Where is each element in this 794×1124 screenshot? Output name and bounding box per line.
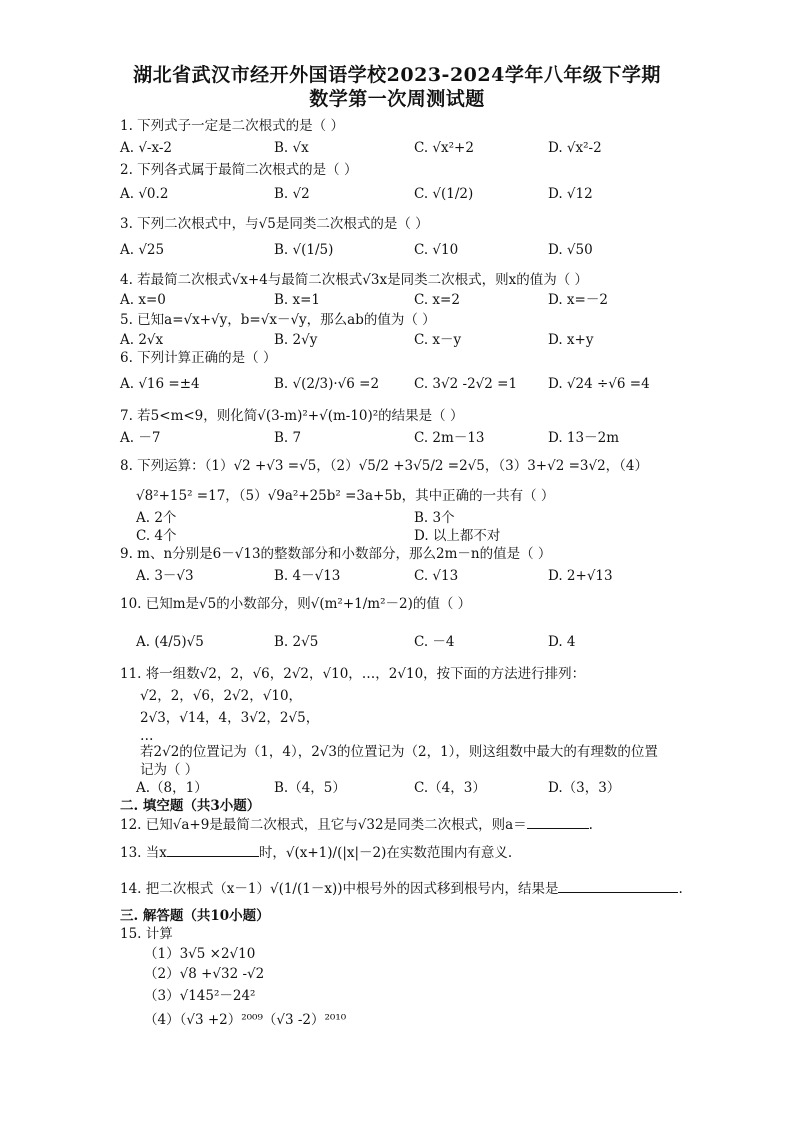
- q9-option-d: D. 2+√13: [548, 568, 613, 584]
- q11-row-1: √2，2，√6，2√2，√10，: [140, 688, 303, 704]
- q3-option-b: B. √(1/5): [274, 242, 334, 258]
- question-12: [120, 814, 593, 835]
- q6-option-c: C. 3√2 -2√2 =1: [414, 376, 518, 392]
- q10-option-c: C. －4: [414, 634, 455, 650]
- q13-text-pre: 13. 当x: [120, 845, 167, 861]
- q6-option-b: B. √(2/3)·√6 =2: [274, 376, 380, 392]
- q10-option-b: B. 2√5: [274, 634, 319, 650]
- q13-answer-blank[interactable]: [167, 842, 259, 857]
- q14-text: 14. 把二次根式（x－1）√(1/(1－x))中根号外的因式移到根号内，结果是: [120, 881, 559, 897]
- q11-option-b: B.（4，5）: [274, 780, 346, 796]
- q11-option-d: D.（3，3）: [548, 780, 621, 796]
- q8-option-b: B. 3个: [414, 510, 455, 526]
- q15-item-3: （3）√145²－24²: [144, 988, 256, 1004]
- exam-title-line2: 数学第一次周测试题: [309, 88, 485, 110]
- question-7-stem: 7. 若5<m<9，则化简√(3-m)²+√(m-10)²的结果是（ ）: [120, 408, 464, 424]
- q10-option-a: A. (4/5)√5: [136, 634, 204, 650]
- q2-option-c: C. √(1/2): [414, 186, 474, 202]
- question-14: [120, 878, 683, 899]
- q15-item-1: （1）3√5 ×2√10: [144, 946, 256, 962]
- q2-option-b: B. √2: [274, 186, 310, 202]
- q15-item-2: （2）√8 +√32 -√2: [144, 966, 265, 982]
- q14-end: .: [678, 881, 683, 897]
- question-1-stem: 1. 下列式子一定是二次根式的是（ ）: [120, 118, 344, 134]
- question-5-stem: 5. 已知a=√x+√y，b=√x－√y，那么ab的值为（ ）: [120, 312, 436, 328]
- q14-answer-blank[interactable]: [558, 878, 678, 893]
- q6-option-a: A. √16 =±4: [120, 376, 200, 392]
- q2-option-a: A. √0.2: [120, 186, 169, 202]
- q8-option-d: D. 以上都不对: [414, 528, 501, 544]
- q3-option-a: A. √25: [120, 242, 165, 258]
- question-11-stem-end: 记为（ ）: [140, 762, 199, 778]
- question-8-stem: 8. 下列运算：（1）√2 +√3 =√5，（2）√5/2 +3√5/2 =2√5，（3）3+√2 =3√2，（4）: [120, 458, 649, 474]
- q8-option-a: A. 2个: [136, 510, 177, 526]
- q5-option-a: A. 2√x: [120, 332, 164, 348]
- q15-item-4: （4）（√3 +2）²⁰⁰⁹（√3 -2）²⁰¹⁰: [144, 1012, 347, 1028]
- question-9-stem: 9. m、n分别是6－√13的整数部分和小数部分，那么2m－n的值是（ ）: [120, 546, 552, 562]
- q3-option-d: D. √50: [548, 242, 593, 258]
- q2-option-d: D. √12: [548, 186, 593, 202]
- q8-option-c: C. 4个: [136, 528, 177, 544]
- q13-text-post: 时，√(x+1)/(|x|－2)在实数范围内有意义.: [258, 845, 513, 861]
- exam-title-line1: 湖北省武汉市经开外国语学校2023-2024学年八年级下学期: [133, 64, 661, 86]
- question-3-stem: 3. 下列二次根式中，与√5是同类二次根式的是（ ）: [120, 216, 429, 232]
- q11-option-a: A.（8，1）: [136, 780, 208, 796]
- q7-option-a: A. －7: [120, 430, 161, 446]
- q12-answer-blank[interactable]: [527, 814, 589, 829]
- q1-option-d: D. √x²-2: [548, 140, 602, 156]
- q3-option-c: C. √10: [414, 242, 459, 258]
- q1-option-a: A. √-x-2: [120, 140, 173, 156]
- question-11-stem-cont: 若2√2的位置记为（1，4），2√3的位置记为（2，1），则这组数中最大的有理数的位置: [140, 744, 658, 760]
- question-13: [120, 842, 512, 863]
- question-4-stem: 4. 若最简二次根式√x+4与最简二次根式√3x是同类二次根式，则x的值为（ ）: [120, 272, 588, 288]
- q6-option-d: D. √24 ÷√6 =4: [548, 376, 650, 392]
- q11-option-c: C.（4，3）: [414, 780, 486, 796]
- q5-option-d: D. x+y: [548, 332, 594, 348]
- question-8-stem-cont: √8²+15² =17，（5）√9a²+25b² =3a+5b，其中正确的一共有（ ）: [136, 488, 555, 504]
- q1-option-c: C. √x²+2: [414, 140, 474, 156]
- question-2-stem: 2. 下列各式属于最简二次根式的是（ ）: [120, 162, 358, 178]
- question-15-stem: 15. 计算: [120, 926, 173, 942]
- q5-option-c: C. x－y: [414, 332, 462, 348]
- q4-option-d: D. x=－2: [548, 292, 608, 308]
- q10-option-d: D. 4: [548, 634, 576, 650]
- question-6-stem: 6. 下列计算正确的是（ ）: [120, 350, 277, 366]
- q11-row-ellipsis: …: [140, 728, 154, 744]
- q9-option-b: B. 4－√13: [274, 568, 341, 584]
- q7-option-b: B. 7: [274, 430, 302, 446]
- q7-option-d: D. 13－2m: [548, 430, 619, 446]
- section-3-heading: 三. 解答题（共10小题）: [120, 908, 270, 924]
- q12-text: 12. 已知√a+9是最简二次根式，且它与√32是同类二次根式，则a＝: [120, 817, 527, 833]
- q9-option-c: C. √13: [414, 568, 459, 584]
- section-2-heading: 二. 填空题（共3小题）: [120, 798, 261, 814]
- q11-row-2: 2√3，√14，4，3√2，2√5，: [140, 710, 320, 726]
- q4-option-c: C. x=2: [414, 292, 460, 308]
- question-11-stem: 11. 将一组数√2，2，√6，2√2，√10，…，2√10，按下面的方法进行排列：: [120, 666, 586, 682]
- q12-end: .: [588, 817, 593, 833]
- question-10-stem: 10. 已知m是√5的小数部分，则√(m²+1/m²－2)的值（ ）: [120, 596, 472, 612]
- q7-option-c: C. 2m－13: [414, 430, 485, 446]
- q1-option-b: B. √x: [274, 140, 309, 156]
- q4-option-b: B. x=1: [274, 292, 321, 308]
- q4-option-a: A. x=0: [120, 292, 166, 308]
- q5-option-b: B. 2√y: [274, 332, 318, 348]
- q9-option-a: A. 3－√3: [136, 568, 194, 584]
